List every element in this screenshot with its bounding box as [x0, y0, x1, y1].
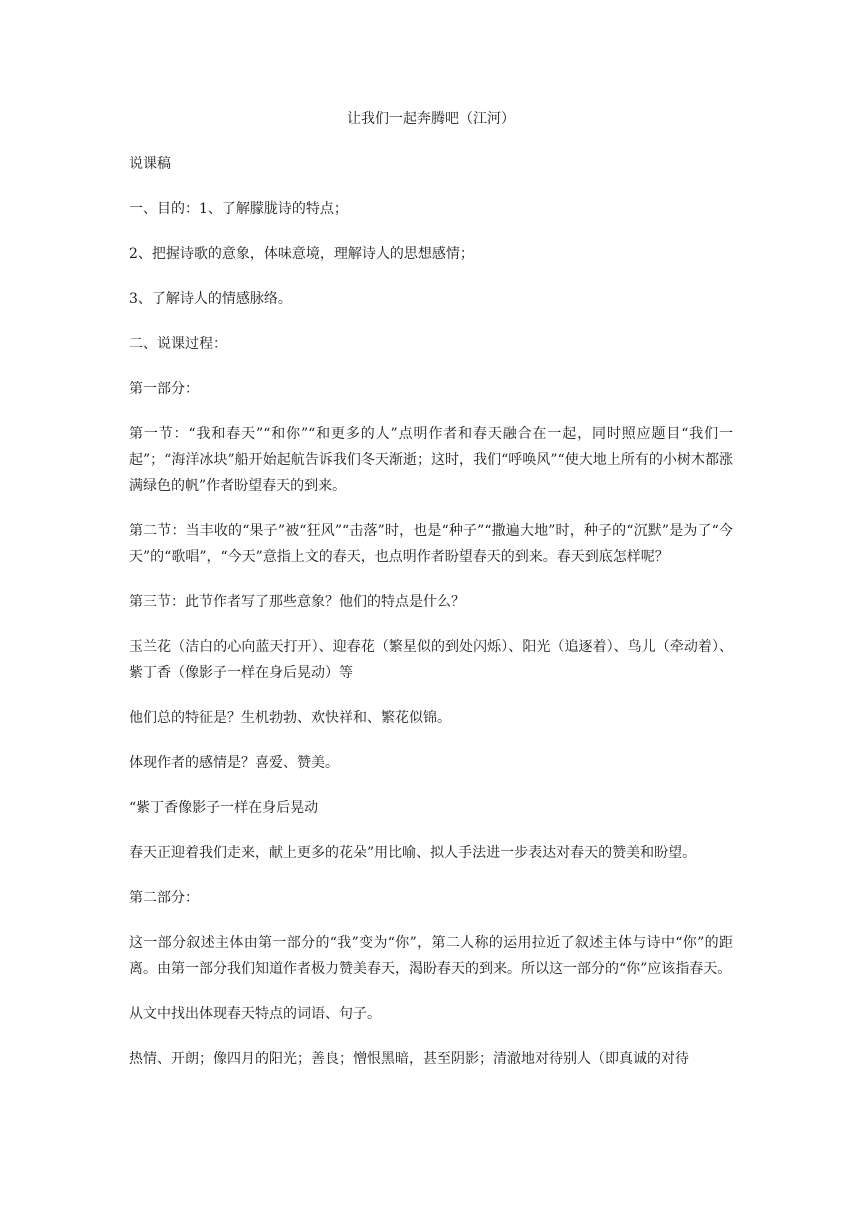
- paragraph-imagery-list: 玉兰花（洁白的心向蓝天打开）、迎春花（繁星似的到处闪烁）、阳光（追逐着）、鸟儿（牵动着）、紫丁香（像影子一样在身后晃动）等: [129, 639, 733, 681]
- paragraph-quote-start: “紫丁香像影子一样在身后晃动: [129, 800, 319, 816]
- paragraph-part2-analysis: 这一部分叙述主体由第一部分的“我”变为“你”，第二人称的运用拉近了叙述主体与诗中“你”的距离。由第一部分我们知道作者极力赞美春天，渴盼春天的到来。所以这一部分的“你”应该指春天。: [129, 935, 733, 977]
- subtitle-lesson-plan: 说课稿: [129, 156, 171, 172]
- paragraph-stanza-1: 第一节：“我和春天”“和你”“和更多的人”点明作者和春天融合在一起，同时照应题目“我们一起”；“海洋冰块”船开始起航告诉我们冬天渐逝；这时，我们“呼唤风”“使大地上所有的小树木都涨满绿色的帆”作者盼望春天的到来。: [129, 426, 733, 494]
- paragraph-stanza-2: 第二节：当丰收的“果子”被“狂风”“击落”时，也是“种子”“撒遍大地”时，种子的“沉默”是为了“今天”的“歌唱”，“今天”意指上文的春天，也点明作者盼望春天的到来。春天到底怎样呢？: [129, 523, 733, 565]
- paragraph-objective-1: 一、目的：1、了解朦胧诗的特点；: [129, 201, 348, 217]
- part-heading-1: 第一部分：: [129, 381, 199, 397]
- paragraph-stanza-3: 第三节：此节作者写了那些意象？他们的特点是什么？: [129, 594, 465, 610]
- paragraph-objective-3: 3、了解诗人的情感脉络。: [129, 291, 292, 307]
- paragraph-objective-2: 2、把握诗歌的意象，体味意境，理解诗人的思想感情；: [129, 246, 474, 262]
- paragraph-quote-end: 春天正迎着我们走来，献上更多的花朵”用比喻、拟人手法进一步表达对春天的赞美和盼望。: [129, 845, 697, 861]
- document-title: 让我们一起奔腾吧（江河）: [347, 111, 515, 127]
- paragraph-emotion: 体现作者的感情是？喜爱、赞美。: [129, 755, 339, 771]
- part-heading-2: 第二部分：: [129, 890, 199, 906]
- paragraph-spring-traits: 热情、开朗；像四月的阳光；善良；憎恨黑暗，甚至阴影；清澈地对待别人（即真诚的对待: [129, 1051, 689, 1067]
- paragraph-features: 他们总的特征是？生机勃勃、欢快祥和、繁花似锦。: [129, 710, 451, 726]
- paragraph-find-words: 从文中找出体现春天特点的词语、句子。: [129, 1006, 381, 1022]
- document-body: [129, 106, 733, 1091]
- section-heading-process: 二、说课过程：: [129, 336, 227, 352]
